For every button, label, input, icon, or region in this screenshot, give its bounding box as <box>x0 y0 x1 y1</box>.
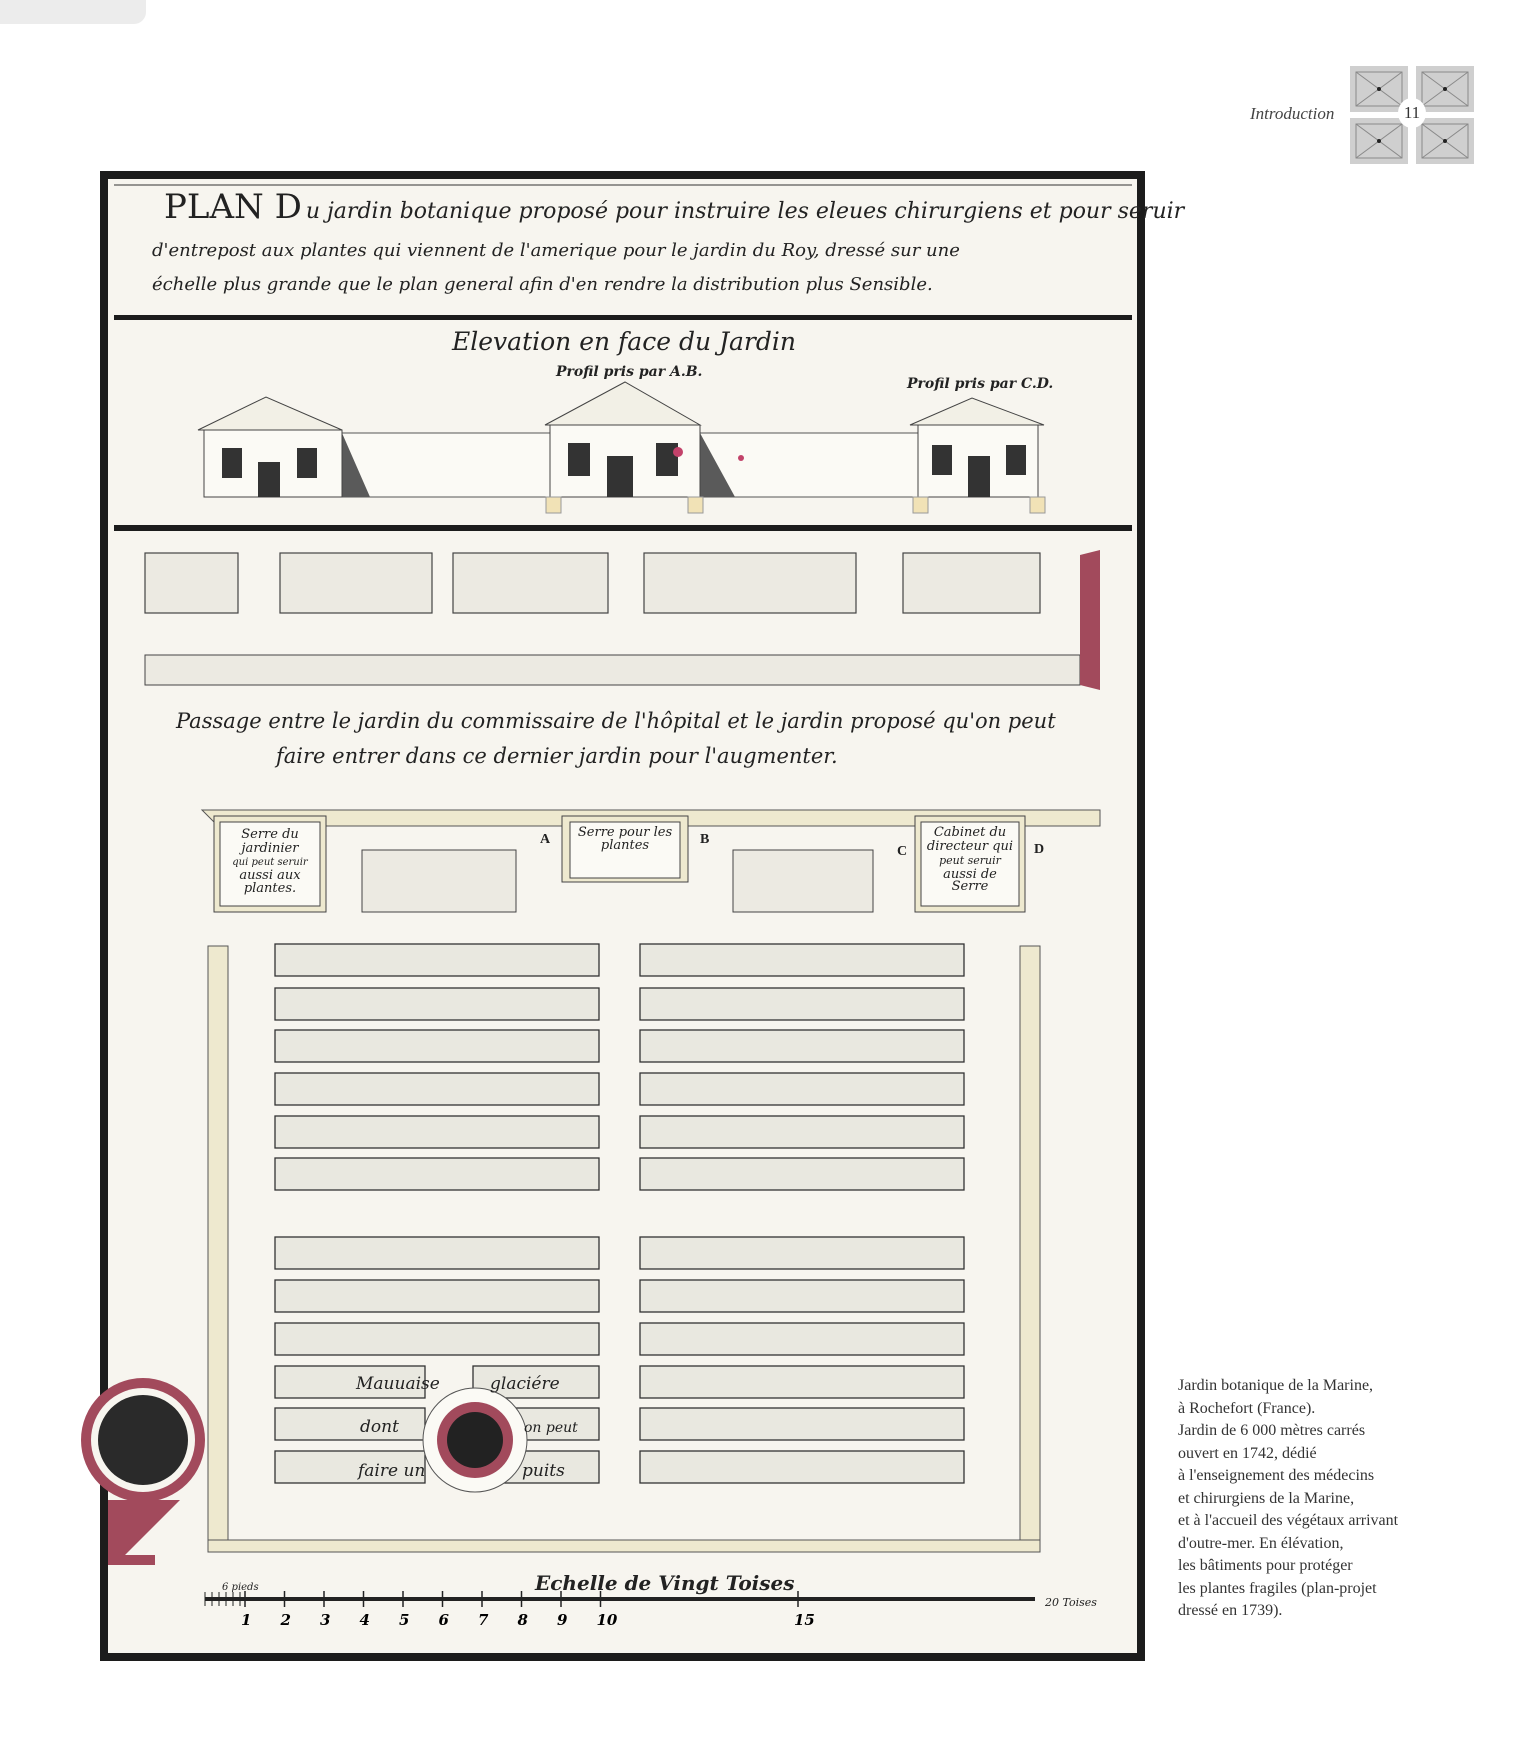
serre-jardinier-line2: jardinier <box>241 841 299 856</box>
caption-line: et chirurgiens de la Marine, <box>1178 1489 1355 1507</box>
scale-number: 5 <box>399 1611 410 1629</box>
bed-label-mauvaise: Mauuaise <box>356 1374 440 1394</box>
bed-label-onpeut: on peut <box>524 1420 578 1436</box>
letter-a: A <box>540 832 551 847</box>
garden-bed <box>640 1030 964 1062</box>
elevation-title: Elevation en face du Jardin <box>452 327 796 356</box>
caption-line: les bâtiments pour protéger <box>1178 1557 1353 1574</box>
profil-ab-label: Profil pris par A.B. <box>556 364 703 380</box>
caption-line: à l'enseignement des médecins <box>1178 1467 1375 1484</box>
letter-b: B <box>700 832 710 847</box>
garden-bed <box>640 988 964 1020</box>
pavilion-right <box>910 398 1045 513</box>
cabinet-directeur-line3: peut seruir <box>939 854 1001 867</box>
scale-number: 4 <box>359 1611 370 1629</box>
serre-plantes-line2: plantes <box>600 838 650 853</box>
garden-bed <box>275 944 599 976</box>
garden-bed <box>640 944 964 976</box>
plan-title-line1-rest: u jardin botanique proposé pour instruire les eleues chirurgiens et pour seruir <box>305 199 1185 224</box>
caption-line: et à l'accueil des végétaux arrivant <box>1178 1512 1399 1529</box>
cabinet-directeur-line4: aussi de <box>943 867 997 882</box>
serre-jardinier-line4: aussi aux <box>239 868 301 883</box>
scale-number: 1 <box>241 1611 252 1629</box>
garden-bed <box>640 1451 964 1483</box>
scale-bar <box>205 1591 1035 1629</box>
garden-beds <box>275 944 964 1483</box>
garden-bed <box>275 1116 599 1148</box>
serre-jardinier-line3: qui peut seruir <box>232 857 308 868</box>
plan-title-line3: échelle plus grande que le plan general afin d'en rendre la distribution plus Sensible. <box>152 274 933 295</box>
cabinet-directeur-line2: directeur qui <box>926 839 1014 854</box>
garden-bed <box>275 1237 599 1269</box>
garden-bed <box>640 1158 964 1190</box>
serre-plantes-line1: Serre pour les <box>577 825 673 840</box>
well <box>423 1388 527 1492</box>
scale-number: 10 <box>596 1611 618 1629</box>
serre-jardinier-line5: plantes. <box>243 881 297 896</box>
scale-number: 15 <box>794 1611 815 1629</box>
plan-title-initial: PLAN D <box>164 187 302 227</box>
bed-label-dont: dont <box>360 1417 399 1437</box>
garden-bed <box>640 1280 964 1312</box>
garden-bed <box>640 1366 964 1398</box>
scale-title: Echelle de Vingt Toises <box>535 1571 795 1595</box>
garden-bed <box>640 1073 964 1105</box>
cabinet-directeur-line5: Serre <box>951 879 989 894</box>
passage-line1: Passage entre le jardin du commissaire de l'hôpital et le jardin proposé qu'on peut <box>176 709 1056 733</box>
plan-title-line2: d'entrepost aux plantes qui viennent de l'amerique pour le jardin du Roy, dressé sur une <box>152 240 960 261</box>
garden-bed <box>640 1408 964 1440</box>
caption-line: à Rochefort (France). <box>1178 1399 1316 1417</box>
serre-jardinier-line1: Serre du <box>241 827 299 842</box>
scale-end-label: 20 Toises <box>1045 1596 1097 1609</box>
garden-bed <box>275 1158 599 1190</box>
cabinet-directeur-line1: Cabinet du <box>933 825 1007 840</box>
garden-bed <box>640 1237 964 1269</box>
caption-line: Jardin de 6 000 mètres carrés <box>1178 1422 1366 1439</box>
bed-label-glaciere: glaciére <box>490 1374 560 1394</box>
garden-bed <box>275 988 599 1020</box>
garden-bed <box>640 1116 964 1148</box>
bed-label-puits: puits <box>522 1461 565 1481</box>
passage-line2: faire entrer dans ce dernier jardin pour l'augmenter. <box>276 744 838 768</box>
caption-line: les plantes fragiles (plan-projet <box>1178 1579 1377 1597</box>
letter-c: C <box>897 844 908 859</box>
scale-number: 2 <box>280 1611 291 1629</box>
upper-beds <box>145 553 1040 613</box>
scale-number: 7 <box>478 1611 489 1629</box>
caption-line: ouvert en 1742, dédié <box>1178 1444 1317 1462</box>
letter-d: D <box>1034 842 1045 857</box>
scale-start-label: 6 pieds <box>222 1582 259 1593</box>
garden-bed <box>275 1408 425 1440</box>
garden-bed <box>275 1073 599 1105</box>
scale-number: 8 <box>517 1611 528 1629</box>
pavilion-left <box>198 397 342 497</box>
bed-label-faireun: faire un <box>358 1461 426 1481</box>
scale-number: 9 <box>557 1611 568 1629</box>
page-number: 11 <box>1398 98 1426 128</box>
caption-line: dressé en 1739). <box>1178 1602 1283 1619</box>
garden-bed <box>275 1030 599 1062</box>
scale-number: 3 <box>320 1611 331 1629</box>
scale-number: 6 <box>438 1611 449 1629</box>
garden-bed <box>640 1323 964 1355</box>
garden-bed <box>275 1280 599 1312</box>
garden-bed <box>275 1323 599 1355</box>
caption-line: Jardin botanique de la Marine, <box>1178 1377 1374 1394</box>
caption-line: d'outre-mer. En élévation, <box>1178 1534 1344 1552</box>
cistern <box>81 1378 205 1565</box>
plan-title-line1 <box>164 187 1186 227</box>
running-head: Introduction <box>1250 104 1335 123</box>
profil-cd-label: Profil pris par C.D. <box>907 376 1054 392</box>
figure-caption <box>1178 1375 1478 1623</box>
